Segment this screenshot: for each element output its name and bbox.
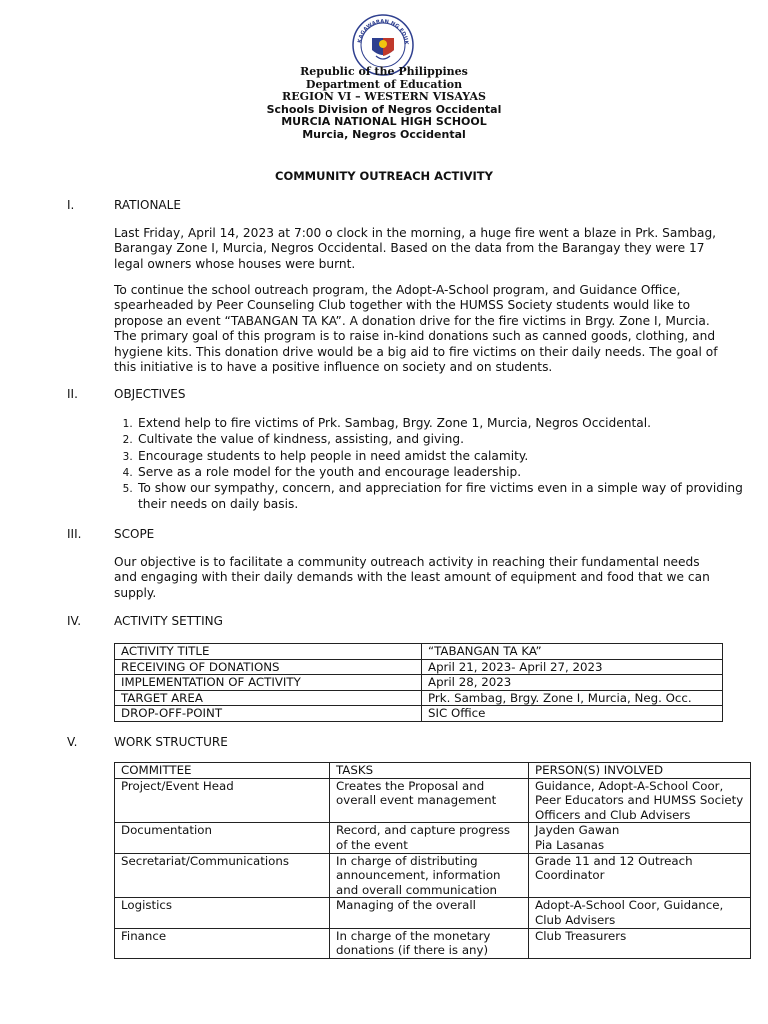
objective-item: 3. Encourage students to help people in need amidst the calamity. bbox=[136, 448, 746, 464]
header-department: Department of Education bbox=[305, 77, 463, 91]
table-header-persons: PERSON(S) INVOLVED bbox=[529, 763, 751, 779]
section-number-setting: IV. bbox=[67, 614, 82, 628]
table-cell-committee: Project/Event Head bbox=[115, 778, 330, 823]
rationale-paragraph-1: Last Friday, April 14, 2023 at 7:00 o clock in the morning, a huge fire went a blaze in Prk. Sambag, Barangay Zone I, Murcia, Negros Occidental. Based on the data from the Barangay they were 17 legal owners whose houses were burnt. bbox=[114, 226, 717, 271]
objective-item: 1. Extend help to fire victims of Prk. Sambag, Brgy. Zone 1, Murcia, Negros Occidental. bbox=[136, 415, 746, 431]
objectives-list bbox=[112, 415, 746, 513]
objective-item: 2. Cultivate the value of kindness, assisting, and giving. bbox=[136, 431, 746, 447]
table-cell-tasks: In charge of the monetary donations (if there is any) bbox=[330, 928, 529, 958]
table-cell-label: DROP-OFF-POINT bbox=[115, 706, 422, 722]
table-cell-value: April 28, 2023 bbox=[422, 675, 723, 691]
table-header-tasks: TASKS bbox=[330, 763, 529, 779]
table-cell-committee: Logistics bbox=[115, 898, 330, 928]
table-header-committee: COMMITTEE bbox=[115, 763, 330, 779]
scope-paragraph: Our objective is to facilitate a community outreach activity in reaching their fundamental needs and engaging with their daily demands with the least amount of equipment and food that we can supply. bbox=[114, 555, 710, 600]
svg-text:KAGAWARAN NG EDUKASYON: KAGAWARAN NG EDUK bbox=[357, 18, 410, 45]
table-cell-tasks: Managing of the overall bbox=[330, 898, 529, 928]
header-republic: Republic of the Philippines bbox=[300, 65, 468, 78]
table-cell-tasks: Record, and capture progress of the event bbox=[330, 823, 529, 853]
objective-item: 5. To show our sympathy, concern, and appreciation for fire victims even in a simple way of providing their needs on daily basis. bbox=[136, 480, 746, 513]
header-division: Schools Division of Negros Occidental bbox=[266, 102, 502, 116]
table-header-row bbox=[115, 763, 751, 779]
section-title-work: WORK STRUCTURE bbox=[114, 735, 228, 749]
table-cell-label: TARGET AREA bbox=[115, 690, 422, 706]
document-title: COMMUNITY OUTREACH ACTIVITY bbox=[275, 169, 493, 183]
header-region: REGION VI – WESTERN VISAYAS bbox=[282, 90, 486, 104]
objective-item: 4. Serve as a role model for the youth and encourage leadership. bbox=[136, 464, 746, 480]
section-title-setting: ACTIVITY SETTING bbox=[114, 614, 223, 628]
table-cell-value: SIC Office bbox=[422, 706, 723, 722]
section-number-scope: III. bbox=[67, 527, 82, 541]
table-row bbox=[115, 928, 751, 958]
table-cell-label: ACTIVITY TITLE bbox=[115, 644, 422, 660]
section-title-rationale: RATIONALE bbox=[114, 198, 181, 212]
table-row bbox=[115, 659, 723, 675]
table-cell-tasks: Creates the Proposal and overall event management bbox=[330, 778, 529, 823]
table-row bbox=[115, 706, 723, 722]
table-row bbox=[115, 690, 723, 706]
letterhead bbox=[0, 66, 768, 142]
table-cell-label: IMPLEMENTATION OF ACTIVITY bbox=[115, 675, 422, 691]
section-number-objectives: II. bbox=[67, 387, 78, 401]
table-cell-committee: Secretariat/Communications bbox=[115, 853, 330, 898]
table-cell-tasks: In charge of distributing announcement, information and overall communication bbox=[330, 853, 529, 898]
table-cell-value: Prk. Sambag, Brgy. Zone I, Murcia, Neg. Occ. bbox=[422, 690, 723, 706]
activity-setting-table bbox=[114, 643, 723, 722]
section-number-rationale: I. bbox=[67, 198, 75, 212]
section-title-scope: SCOPE bbox=[114, 527, 155, 541]
table-cell-persons: Grade 11 and 12 Outreach Coordinator bbox=[529, 853, 751, 898]
table-cell-persons: Club Treasurers bbox=[529, 928, 751, 958]
table-cell-persons: Guidance, Adopt-A-School Coor, Peer Educators and HUMSS Society Officers and Club Advisers bbox=[529, 778, 751, 823]
table-row bbox=[115, 644, 723, 660]
table-cell-value: April 21, 2023- April 27, 2023 bbox=[422, 659, 723, 675]
rationale-paragraph-2: To continue the school outreach program, the Adopt-A-School program, and Guidance Office, spearheaded by Peer Counseling Club together with the HUMSS Society students would like to propose an event “TABANGAN TA KA”. A donation drive for the fire victims in Brgy. Zone I, Murcia. The primary goal of this program is to raise in-kind donations such as canned goods, clothing, and hygiene kits. This donation drive would be a big aid to fire victims on their daily needs. The goal of this initiative is to have a positive influence on society and on students. bbox=[114, 283, 718, 375]
table-row bbox=[115, 823, 751, 853]
table-cell-value: “TABANGAN TA KA” bbox=[422, 644, 723, 660]
table-cell-committee: Documentation bbox=[115, 823, 330, 853]
table-cell-persons: Adopt-A-School Coor, Guidance, Club Advisers bbox=[529, 898, 751, 928]
table-row bbox=[115, 898, 751, 928]
header-school: MURCIA NATIONAL HIGH SCHOOL bbox=[281, 115, 487, 129]
table-cell-label: RECEIVING OF DONATIONS bbox=[115, 659, 422, 675]
table-cell-persons: Jayden Gawan Pia Lasanas bbox=[529, 823, 751, 853]
table-row bbox=[115, 853, 751, 898]
table-cell-committee: Finance bbox=[115, 928, 330, 958]
work-structure-table bbox=[114, 762, 751, 959]
section-number-work: V. bbox=[67, 735, 78, 749]
table-row bbox=[115, 675, 723, 691]
section-title-objectives: OBJECTIVES bbox=[114, 387, 186, 401]
table-row bbox=[115, 778, 751, 823]
header-address: Murcia, Negros Occidental bbox=[302, 127, 466, 141]
